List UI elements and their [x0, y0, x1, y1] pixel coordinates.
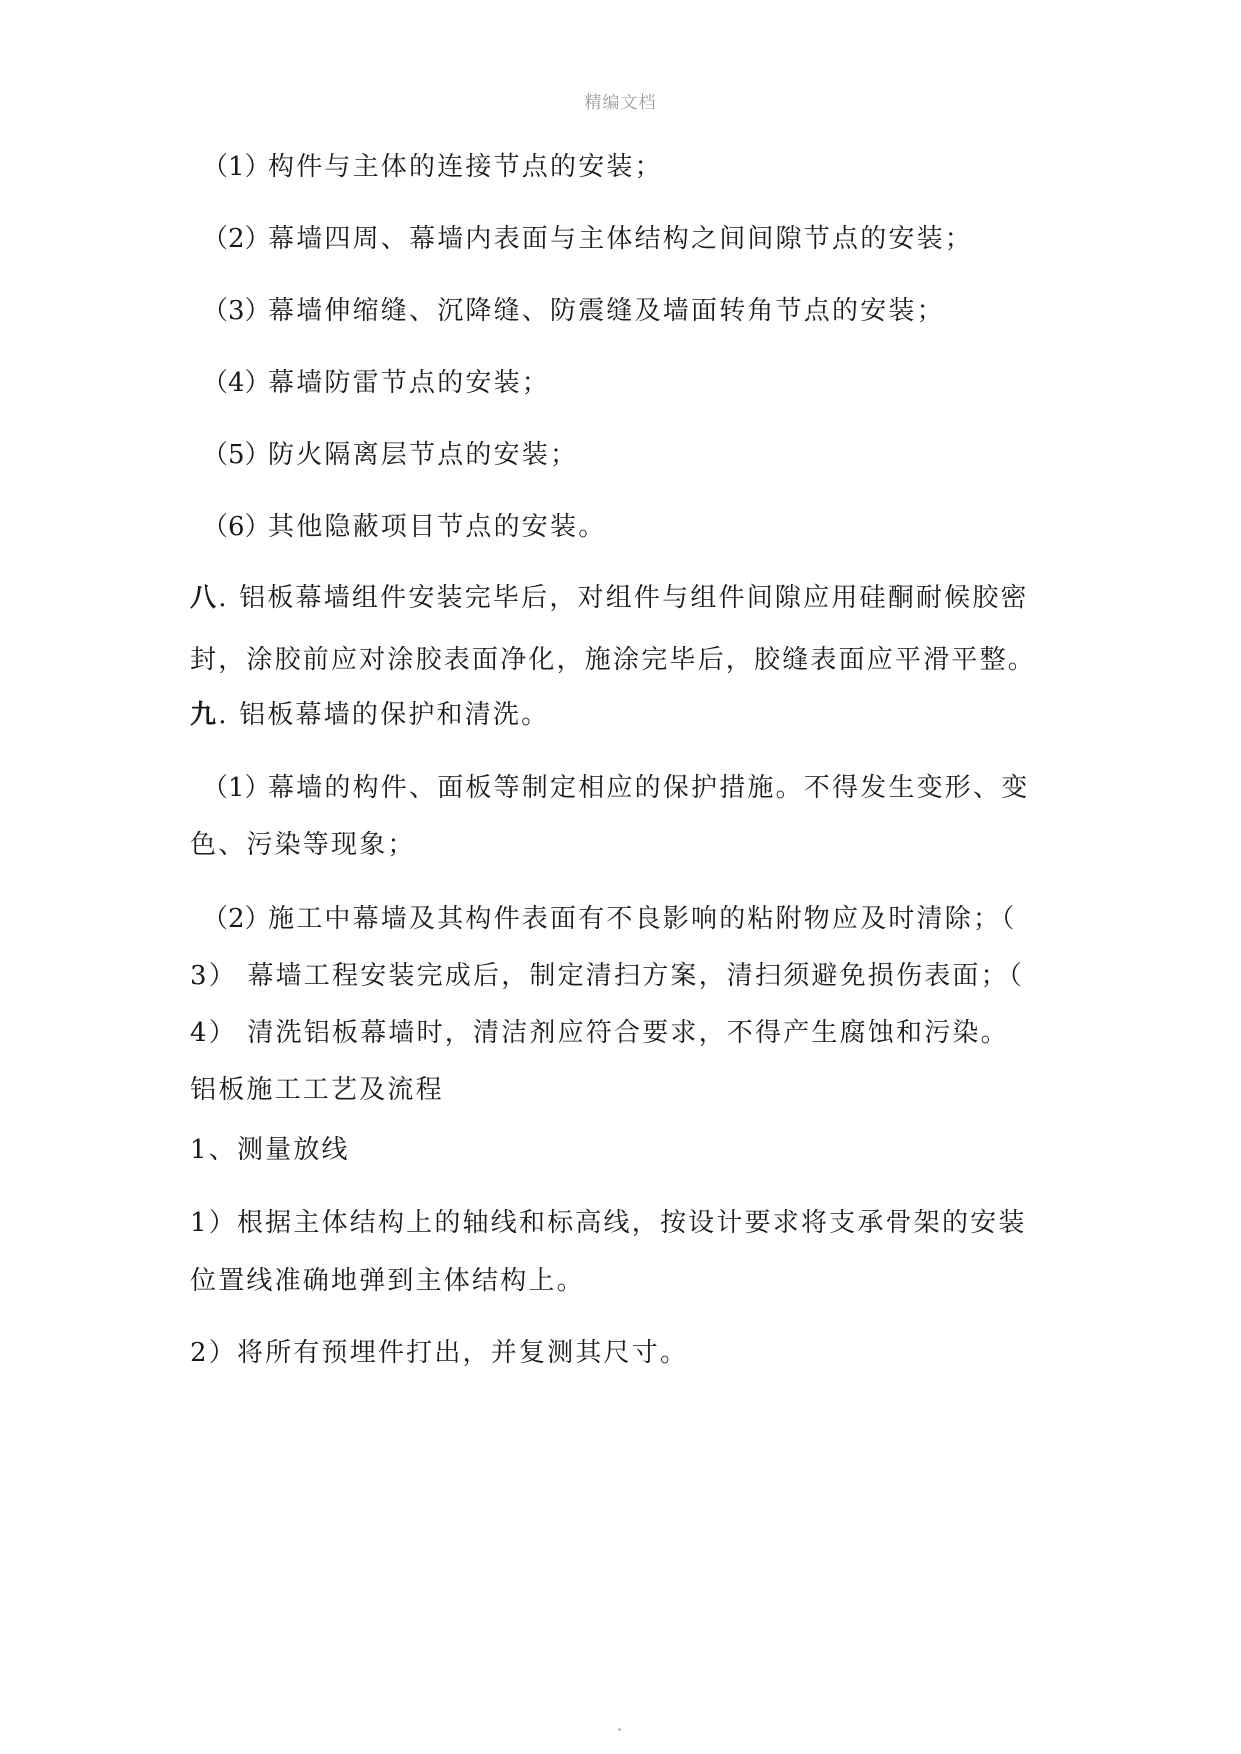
item-number: （1）: [202, 773, 271, 803]
list-item: [202, 440, 578, 470]
process-title: 铝板施工工艺及流程: [190, 1075, 444, 1105]
section-9-item-1-cont: 色、污染等现象；: [190, 830, 416, 860]
section-9-title: . 铝板幕墙的保护和清洗。: [218, 700, 550, 730]
section-9-heading: [190, 700, 549, 730]
section-9-item-4: 4） 清洗铝板幕墙时，清洁剂应符合要求，不得产生腐蚀和污染。: [190, 1018, 1009, 1048]
section-8-paragraph: [190, 583, 1029, 613]
item-text: 防火隔离层节点的安装；: [268, 440, 579, 470]
process-step-1: 1、测量放线: [190, 1135, 350, 1165]
list-item: [202, 368, 550, 398]
section-9-marker: 九: [190, 700, 219, 730]
process-sub-2-line-1: 2）将所有预埋件打出，并复测其尺寸。: [190, 1338, 689, 1368]
item-number: （3）: [202, 296, 271, 326]
section-8-marker: 八: [190, 583, 219, 613]
process-sub-1-line-1: 1）根据主体结构上的轴线和标高线，按设计要求将支承骨架的安装: [190, 1208, 1027, 1238]
item-number: （1）: [202, 152, 271, 182]
section-8-line-2: 封，涂胶前应对涂胶表面净化，施涂完毕后，胶缝表面应平滑平整。: [190, 645, 1037, 675]
item-number: （6）: [202, 512, 271, 542]
item-text: 其他隐蔽项目节点的安装。: [268, 512, 607, 542]
process-sub-1-line-2: 位置线准确地弹到主体结构上。: [190, 1266, 585, 1296]
list-item: [202, 296, 945, 326]
list-item: [202, 152, 663, 182]
page-header: 精编文档: [584, 93, 657, 113]
item-text: 构件与主体的连接节点的安装；: [268, 152, 663, 182]
item-text: 施工中幕墙及其构件表面有不良影响的粘附物应及时清除；（: [268, 904, 1017, 934]
item-text: 幕墙防雷节点的安装；: [268, 368, 551, 398]
item-text: 幕墙四周、幕墙内表面与主体结构之间间隙节点的安装；: [268, 224, 974, 254]
list-item: [202, 224, 973, 254]
section-9-item-2: [202, 904, 1016, 934]
item-number: （4）: [202, 368, 271, 398]
item-number: （2）: [202, 904, 271, 934]
list-item: [202, 512, 606, 542]
item-text: 幕墙伸缩缝、沉降缝、防震缝及墙面转角节点的安装；: [268, 296, 945, 326]
footer-dot: [618, 1728, 621, 1731]
item-number: （2）: [202, 224, 271, 254]
item-text: 幕墙的构件、面板等制定相应的保护措施。不得发生变形、变: [268, 773, 1030, 803]
section-9-item-3: 3） 幕墙工程安装完成后，制定清扫方案，清扫须避免损伤表面；（: [190, 961, 1025, 991]
item-number: （5）: [202, 440, 271, 470]
section-8-line-1: . 铝板幕墙组件安装完毕后，对组件与组件间隙应用硅酮耐候胶密: [218, 583, 1029, 613]
section-9-item-1: [202, 773, 1029, 803]
